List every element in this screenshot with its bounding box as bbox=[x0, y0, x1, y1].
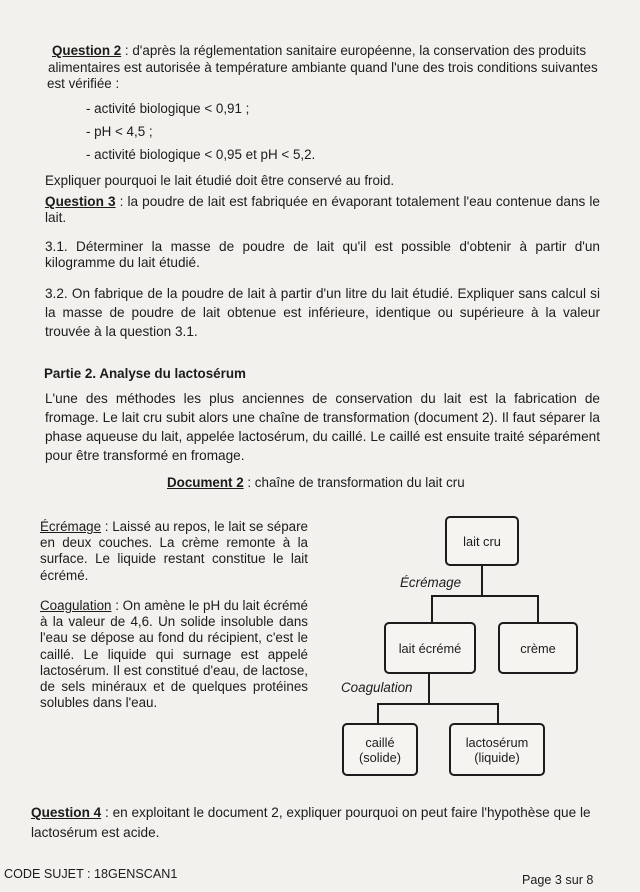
q2-task: Expliquer pourquoi le lait étudié doit être conservé au froid. bbox=[45, 173, 395, 188]
lactoserum-label: lactosérum bbox=[465, 734, 529, 750]
box-lactoserum bbox=[449, 723, 545, 776]
q2-condition-1: - activité biologique < 0,91 ; bbox=[86, 101, 250, 116]
connector-line bbox=[428, 674, 430, 704]
connector-line bbox=[497, 703, 499, 724]
ecremage-term: Écrémage bbox=[40, 519, 102, 534]
connector-line bbox=[431, 595, 433, 623]
q3-label: Question 3 bbox=[45, 194, 116, 209]
box-caille bbox=[342, 723, 418, 776]
coagulation-definition: Coagulation : On amène le pH du lait écrémé à la valeur de 4,6. Un solide insoluble dans l'eau se dépose au fond du récipient, c'est le caillé. Le liquide qui surnage est appelé lactosérum. Il est constitué d'eau, de lactose, de sels minéraux et de quelques protéines solubles dans l'eau. bbox=[40, 598, 308, 711]
lactoserum-state: (liquide) bbox=[474, 749, 520, 765]
connector-line bbox=[481, 566, 483, 596]
partie2-heading: Partie 2. Analyse du lactosérum bbox=[44, 366, 246, 381]
q3-2: 3.2. On fabrique de la poudre de lait à partir d'un litre du lait étudié. Expliquer sans calcul si la masse de poudre de lait obtenue est inférieure, identique ou supérieure à la valeur trouvée à la question 3.1. bbox=[45, 286, 600, 339]
q2-intro-line2: alimentaires est autorisée à température ambiante quand l'une des trois conditions suivantes bbox=[48, 60, 598, 75]
ecremage-definition: Écrémage : Laissé au repos, le lait se sépare en deux couches. La crème remonte à la surface. Le liquide restant constitue le lait écrémé. bbox=[40, 519, 308, 583]
q2-intro-line1: Question 2 : d'après la réglementation sanitaire européenne, la conservation des produits bbox=[52, 43, 587, 58]
box-creme: crème bbox=[498, 622, 578, 674]
caille-state: (solide) bbox=[359, 749, 401, 765]
label-coagulation: Coagulation bbox=[341, 680, 413, 695]
q3-statement: Question 3 : la poudre de lait est fabriquée en évaporant totalement l'eau contenue dans le lait. bbox=[45, 194, 600, 225]
q2-condition-2: - pH < 4,5 ; bbox=[86, 124, 153, 139]
connector-line bbox=[377, 703, 499, 705]
footer-code: CODE SUJET : 18GENSCAN1 bbox=[4, 867, 178, 881]
q2-label: Question 2 bbox=[52, 43, 122, 58]
q2-condition-3: - activité biologique < 0,95 et pH < 5,2. bbox=[86, 147, 316, 162]
document2-label: Document 2 bbox=[167, 475, 244, 490]
footer-page: Page 3 sur 8 bbox=[522, 873, 594, 887]
partie2-intro: L'une des méthodes les plus anciennes de conservation du lait est la fabrication de fromage. Le lait cru subit alors une chaîne de transformation (document 2). Il faut séparer la phase aqueuse du lait, appelée lactosérum, du caillé. Le caillé est ensuite traité séparément pour être transformé en fromage. bbox=[45, 391, 600, 463]
connector-line bbox=[431, 595, 539, 597]
coagulation-term: Coagulation bbox=[40, 598, 112, 613]
q3-1: 3.1. Déterminer la masse de poudre de lait qu'il est possible d'obtenir à partir d'un kilogramme du lait étudié. bbox=[45, 239, 600, 270]
caille-label: caillé bbox=[365, 734, 395, 750]
label-ecremage: Écrémage bbox=[400, 575, 462, 590]
box-lait-ecreme: lait écrémé bbox=[384, 622, 476, 674]
connector-line bbox=[537, 595, 539, 623]
q2-intro-line3: est vérifiée : bbox=[47, 76, 120, 91]
connector-line bbox=[377, 703, 379, 724]
document2-title: Document 2 : chaîne de transformation du lait cru bbox=[167, 475, 465, 490]
box-lait-cru: lait cru bbox=[445, 516, 519, 566]
q4-label: Question 4 bbox=[31, 805, 102, 820]
q4-statement: Question 4 : en exploitant le document 2, expliquer pourquoi on peut faire l'hypothèse que le lactosérum est acide. bbox=[31, 805, 591, 840]
